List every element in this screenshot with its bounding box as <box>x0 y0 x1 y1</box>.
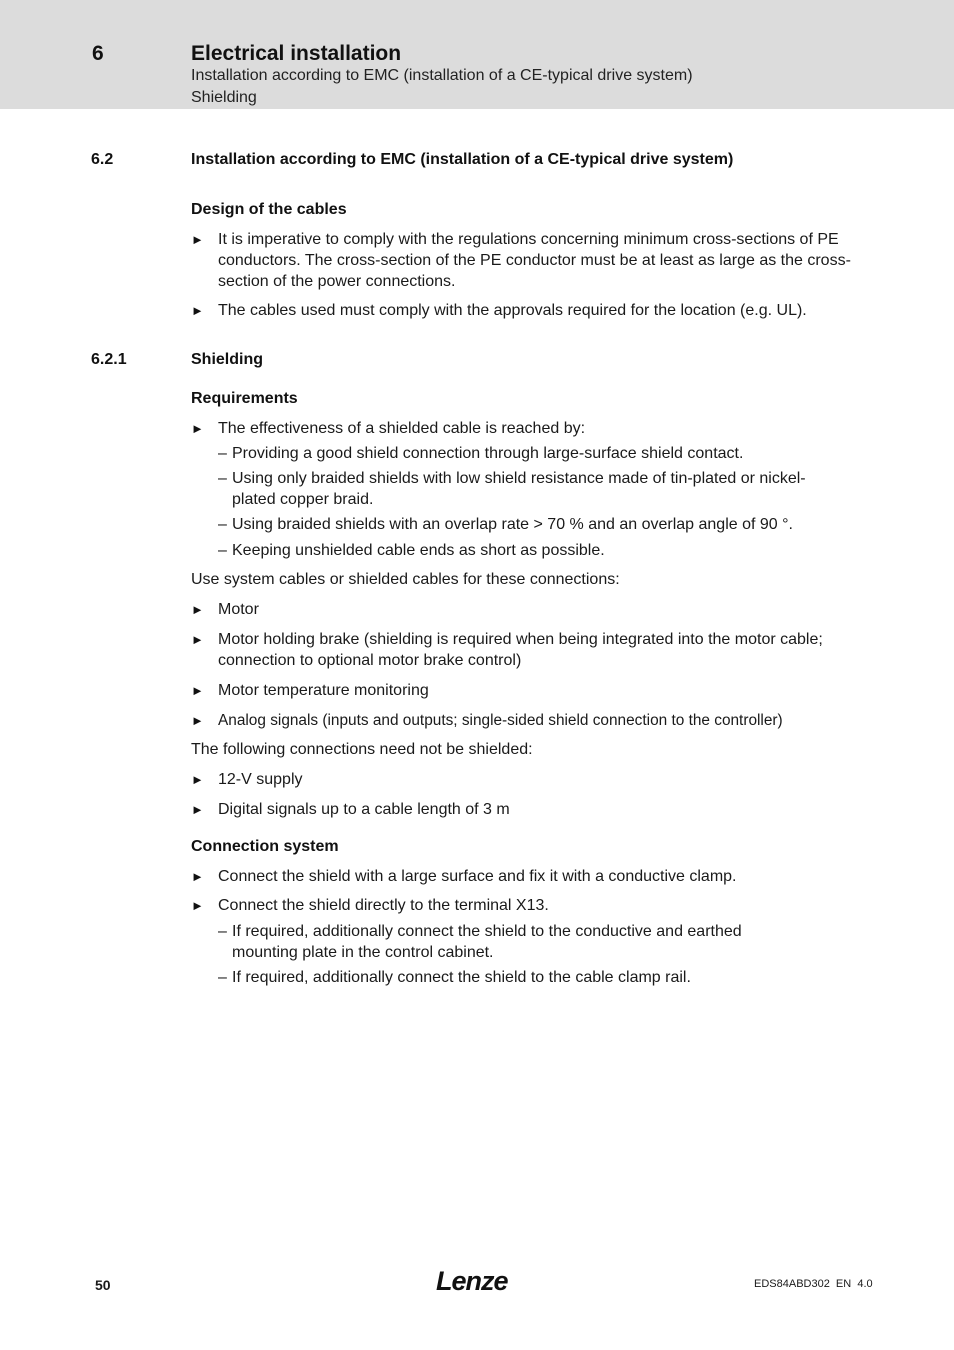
chapter-subtitle-line1: Installation according to EMC (installation of a CE-typical drive system) <box>191 67 693 84</box>
list-item-text: Digital signals up to a cable length of 3 m <box>218 801 510 818</box>
noshield-intro-text: The following connections need not be shielded: <box>191 741 533 758</box>
chapter-title: Electrical installation <box>191 42 402 65</box>
bullet-arrow-icon: ► <box>191 602 204 617</box>
lenze-logo <box>436 1266 516 1303</box>
bullet-arrow-icon: ► <box>191 303 204 318</box>
bullet-arrow-icon: ► <box>191 713 204 728</box>
subsection-number: 6.2.1 <box>91 351 127 368</box>
list-item-text: Motor <box>218 601 259 618</box>
chapter-header <box>0 0 954 109</box>
list-item-text: The effectiveness of a shielded cable is reached by: <box>218 420 586 437</box>
section-number: 6.2 <box>91 151 114 168</box>
list-item-text: 12-V supply <box>218 771 303 788</box>
sub-list-item-text: Using only braided shields with low shield resistance made of tin-plated or nickel-plated copper braid. <box>232 470 806 508</box>
bullet-arrow-icon: ► <box>191 772 204 787</box>
list-item-text: Analog signals (inputs and outputs; single-sided shield connection to the controller) <box>218 712 783 729</box>
connection-heading: Connection system <box>191 838 339 855</box>
brand-logo-text: Lenze <box>436 1266 508 1296</box>
list-item-text: Connect the shield with a large surface and fix it with a conductive clamp. <box>218 868 737 885</box>
requirements-heading: Requirements <box>191 390 298 407</box>
section-title: Installation according to EMC (installation of a CE-typical drive system) <box>191 151 734 168</box>
bullet-arrow-icon: ► <box>191 802 204 817</box>
sub-list-item-text: Using braided shields with an overlap rate > 70 % and an overlap angle of 90 °. <box>232 516 793 533</box>
sub-list-item-text: Keeping unshielded cable ends as short as possible. <box>232 542 605 559</box>
list-item-text: Motor holding brake (shielding is required when being integrated into the motor cable; connection to optional motor brake control) <box>218 631 823 669</box>
list-item-text: Connect the shield directly to the terminal X13. <box>218 897 549 914</box>
dash-marker: – <box>218 542 227 559</box>
dash-marker: – <box>218 445 227 462</box>
dash-marker: – <box>218 516 227 533</box>
bullet-arrow-icon: ► <box>191 421 204 436</box>
chapter-subtitle-line2: Shielding <box>191 89 257 106</box>
design-heading: Design of the cables <box>191 201 347 218</box>
document-id: EDS84ABD302 EN 4.0 <box>754 1278 873 1290</box>
sub-list-item-text: If required, additionally connect the shield to the conductive and earthed mounting plate in the control cabinet. <box>232 923 742 961</box>
bullet-arrow-icon: ► <box>191 869 204 884</box>
sub-list-item-text: If required, additionally connect the shield to the cable clamp rail. <box>232 969 691 986</box>
dash-marker: – <box>218 923 227 940</box>
subsection-title: Shielding <box>191 351 263 368</box>
list-item-text: Motor temperature monitoring <box>218 682 429 699</box>
bullet-arrow-icon: ► <box>191 232 204 247</box>
bullet-arrow-icon: ► <box>191 632 204 647</box>
bullet-arrow-icon: ► <box>191 683 204 698</box>
list-item-text: It is imperative to comply with the regulations concerning minimum cross-sections of PE conductors. The cross-section of the PE conductor must be at least as large as the cross-section of the power connections. <box>218 231 851 290</box>
bullet-arrow-icon: ► <box>191 898 204 913</box>
dash-marker: – <box>218 969 227 986</box>
chapter-number: 6 <box>92 42 104 65</box>
use-intro-text: Use system cables or shielded cables for these connections: <box>191 571 620 588</box>
list-item-text: The cables used must comply with the approvals required for the location (e.g. UL). <box>218 302 807 319</box>
dash-marker: – <box>218 470 227 487</box>
sub-list-item-text: Providing a good shield connection through large-surface shield contact. <box>232 445 744 462</box>
page-number: 50 <box>95 1277 111 1293</box>
